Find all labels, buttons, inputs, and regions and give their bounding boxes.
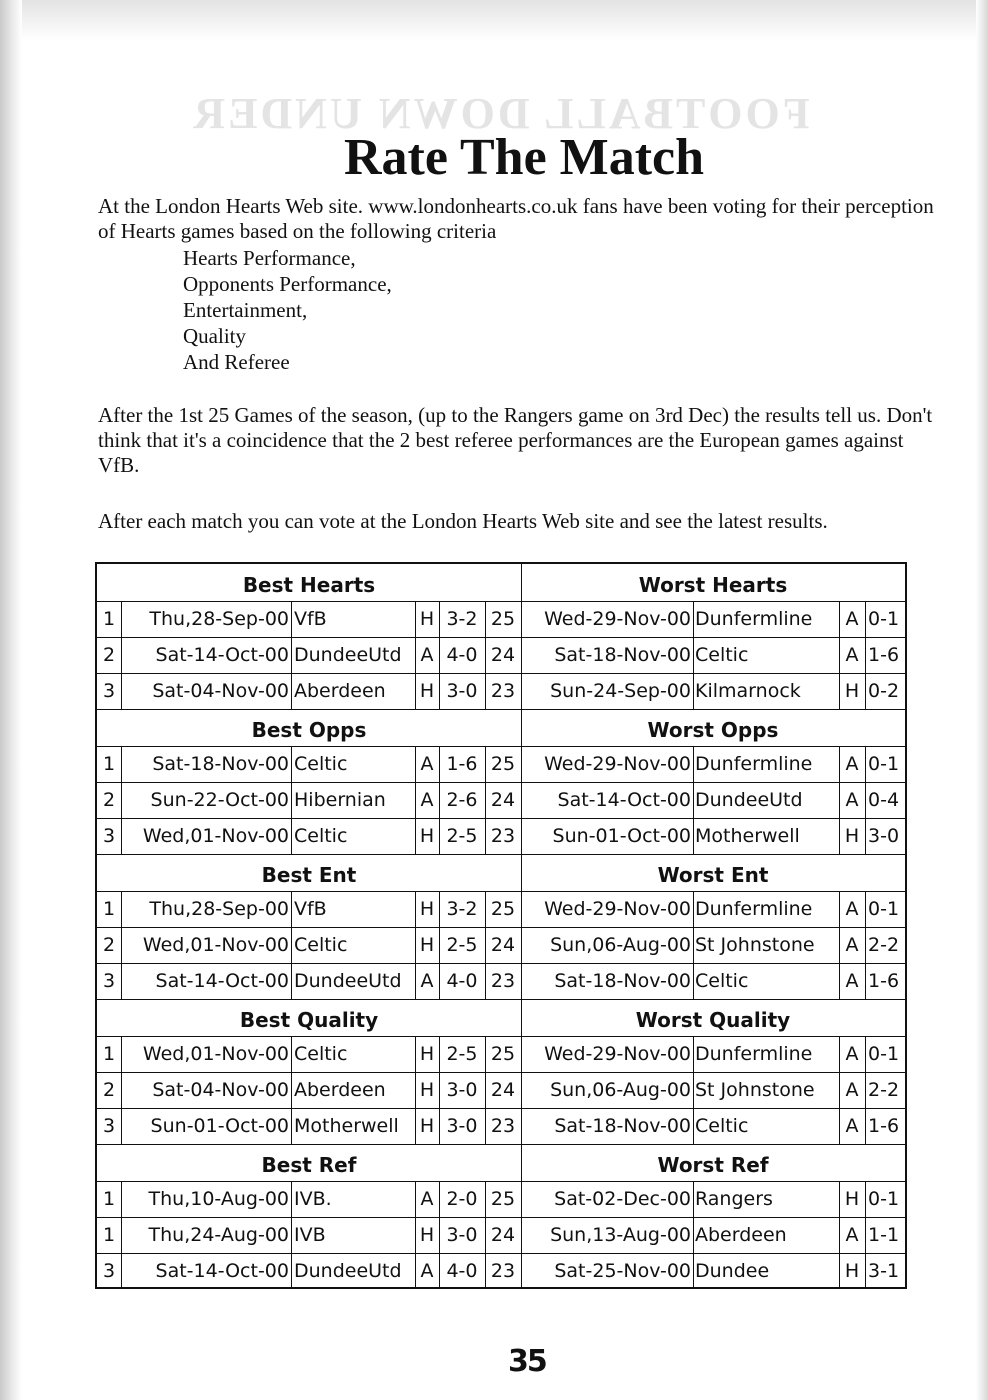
score-cell: 0-1	[868, 753, 900, 775]
column-rule	[865, 746, 866, 854]
opponent-cell: Celtic	[294, 934, 348, 956]
page-number: 35	[508, 1344, 546, 1379]
venue-cell: A	[845, 1224, 859, 1246]
date-cell: Wed,01-Nov-00	[142, 934, 289, 956]
score-cell: 1-6	[446, 753, 478, 775]
score-cell: 3-1	[868, 1260, 900, 1282]
opponent-cell: Motherwell	[695, 825, 800, 847]
date-cell: Wed-29-Nov-00	[544, 608, 691, 630]
opponent-cell: Motherwell	[294, 1115, 399, 1137]
rank-cell: 3	[103, 1115, 116, 1137]
opponent-cell: Aberdeen	[294, 680, 386, 702]
venue-cell: A	[845, 1079, 859, 1101]
results-paragraph: After the 1st 25 Games of the season, (up to the Rangers game on 3rd Dec) the results tell us. Don't think that it's a coincidence that the 2 best referee performances are the European games against VfB.	[98, 403, 933, 477]
date-cell: Sun,13-Aug-00	[550, 1224, 691, 1246]
rank-cell: 1	[103, 1188, 116, 1210]
rank-cell: 1	[103, 1224, 116, 1246]
rank-cell: 1	[103, 608, 116, 630]
venue-cell: A	[420, 644, 434, 666]
score-cell: 3-0	[446, 1224, 478, 1246]
date-cell: Sat-18-Nov-00	[554, 970, 691, 992]
show-through-heading: FOOTBALL DOWN UNDER	[190, 89, 810, 138]
venue-cell: H	[844, 825, 860, 847]
date-cell: Sat-18-Nov-00	[554, 1115, 691, 1137]
venue-cell: A	[845, 1115, 859, 1137]
intro-paragraph: At the London Hearts Web site. www.londonhearts.co.uk fans have been voting for their perception of Hearts games based on the following criteria	[98, 194, 934, 243]
opponent-cell: Celtic	[294, 1043, 348, 1065]
section-rule	[97, 999, 905, 1000]
page-edge	[976, 0, 988, 1400]
score-cell: 3-2	[446, 898, 478, 920]
ratings-table	[95, 562, 907, 1289]
opponent-cell: Hibernian	[294, 789, 386, 811]
venue-cell: H	[419, 898, 435, 920]
date-cell: Sun-01-Oct-00	[552, 825, 691, 847]
date-cell: Sat-14-Oct-00	[155, 644, 289, 666]
score-cell: 4-0	[446, 970, 478, 992]
points-cell: 24	[490, 934, 516, 956]
opponent-cell: Aberdeen	[294, 1079, 386, 1101]
column-rule	[291, 891, 292, 999]
criteria-item: Quality	[183, 324, 246, 348]
score-cell: 3-0	[868, 825, 900, 847]
opponent-cell: St Johnstone	[695, 1079, 815, 1101]
rank-cell: 1	[103, 753, 116, 775]
venue-cell: A	[420, 970, 434, 992]
points-cell: 24	[490, 1224, 516, 1246]
section-rule	[97, 854, 905, 855]
points-cell: 25	[490, 753, 516, 775]
venue-cell: A	[845, 970, 859, 992]
date-cell: Thu,10-Aug-00	[148, 1188, 289, 1210]
opponent-cell: Rangers	[695, 1188, 773, 1210]
venue-cell: A	[845, 608, 859, 630]
opponent-cell: Celtic	[695, 644, 749, 666]
section-rule	[97, 709, 905, 710]
points-cell: 25	[490, 608, 516, 630]
score-cell: 1-6	[868, 1115, 900, 1137]
opponent-cell: IVB.	[294, 1188, 332, 1210]
opponent-cell: Celtic	[695, 970, 749, 992]
opponent-cell: Kilmarnock	[695, 680, 801, 702]
rank-cell: 2	[103, 789, 116, 811]
column-rule	[291, 601, 292, 709]
score-cell: 2-6	[446, 789, 478, 811]
column-rule	[865, 1036, 866, 1144]
venue-cell: A	[420, 753, 434, 775]
worst-section-heading: Worst Hearts	[638, 573, 788, 597]
worst-section-heading: Worst Quality	[635, 1008, 791, 1032]
rank-cell: 3	[103, 825, 116, 847]
column-rule	[865, 601, 866, 709]
points-cell: 23	[490, 825, 516, 847]
venue-cell: H	[419, 825, 435, 847]
score-cell: 3-2	[446, 608, 478, 630]
criteria-item: Entertainment,	[183, 298, 308, 322]
venue-cell: H	[419, 1043, 435, 1065]
date-cell: Sat-04-Nov-00	[152, 1079, 289, 1101]
column-rule	[693, 746, 694, 854]
venue-cell: H	[419, 608, 435, 630]
points-cell: 24	[490, 644, 516, 666]
points-cell: 24	[490, 789, 516, 811]
date-cell: Sun-22-Oct-00	[150, 789, 289, 811]
score-cell: 3-0	[446, 1115, 478, 1137]
date-cell: Thu,28-Sep-00	[149, 608, 289, 630]
venue-cell: A	[845, 1043, 859, 1065]
date-cell: Wed-29-Nov-00	[544, 898, 691, 920]
points-cell: 23	[490, 680, 516, 702]
venue-cell: H	[419, 1115, 435, 1137]
best-section-heading: Best Ref	[261, 1153, 357, 1177]
best-section-heading: Best Hearts	[242, 573, 376, 597]
date-cell: Sun-01-Oct-00	[150, 1115, 289, 1137]
venue-cell: H	[419, 934, 435, 956]
score-cell: 0-1	[868, 608, 900, 630]
column-rule	[291, 1036, 292, 1144]
venue-cell: A	[845, 789, 859, 811]
opponent-cell: Dunfermline	[695, 608, 813, 630]
score-cell: 2-2	[868, 934, 900, 956]
criteria-list	[183, 245, 392, 375]
opponent-cell: Dunfermline	[695, 753, 813, 775]
column-rule	[693, 891, 694, 999]
score-cell: 0-4	[868, 789, 900, 811]
venue-cell: A	[845, 934, 859, 956]
column-rule	[865, 1181, 866, 1289]
rank-cell: 3	[103, 1260, 116, 1282]
date-cell: Sun,06-Aug-00	[550, 934, 691, 956]
opponent-cell: Aberdeen	[695, 1224, 787, 1246]
best-section-heading: Best Opps	[251, 718, 367, 742]
score-cell: 0-1	[868, 898, 900, 920]
opponent-cell: DundeeUtd	[294, 644, 402, 666]
venue-cell: A	[420, 1260, 434, 1282]
venue-cell: H	[844, 680, 860, 702]
points-cell: 23	[490, 1115, 516, 1137]
date-cell: Sun-24-Sep-00	[550, 680, 691, 702]
score-cell: 2-5	[446, 1043, 478, 1065]
opponent-cell: Dunfermline	[695, 1043, 813, 1065]
date-cell: Thu,24-Aug-00	[148, 1224, 289, 1246]
column-rule	[291, 1181, 292, 1289]
date-cell: Sat-14-Oct-00	[155, 1260, 289, 1282]
score-cell: 1-1	[868, 1224, 900, 1246]
venue-cell: A	[420, 789, 434, 811]
column-rule	[865, 891, 866, 999]
score-cell: 2-5	[446, 934, 478, 956]
points-cell: 25	[490, 1188, 516, 1210]
opponent-cell: Celtic	[695, 1115, 749, 1137]
section-rule	[97, 1144, 905, 1145]
date-cell: Wed,01-Nov-00	[142, 1043, 289, 1065]
venue-cell: H	[419, 680, 435, 702]
score-cell: 1-6	[868, 644, 900, 666]
venue-cell: A	[845, 644, 859, 666]
rank-cell: 3	[103, 680, 116, 702]
venue-cell: A	[420, 1188, 434, 1210]
score-cell: 3-0	[446, 680, 478, 702]
venue-cell: H	[844, 1260, 860, 1282]
criteria-item: Opponents Performance,	[183, 272, 392, 296]
opponent-cell: Celtic	[294, 753, 348, 775]
opponent-cell: IVB	[294, 1224, 326, 1246]
rank-cell: 2	[103, 1079, 116, 1101]
binding-shadow	[0, 0, 22, 1400]
column-rule	[693, 601, 694, 709]
column-rule	[693, 1036, 694, 1144]
page-title: Rate The Match	[343, 129, 705, 186]
score-cell: 0-1	[868, 1188, 900, 1210]
best-section-heading: Best Quality	[239, 1008, 379, 1032]
date-cell: Sat-18-Nov-00	[554, 644, 691, 666]
score-cell: 2-2	[868, 1079, 900, 1101]
date-cell: Wed,01-Nov-00	[142, 825, 289, 847]
worst-section-heading: Worst Opps	[647, 718, 779, 742]
worst-section-heading: Worst Ref	[657, 1153, 769, 1177]
date-cell: Sat-18-Nov-00	[152, 753, 289, 775]
rank-cell: 1	[103, 1043, 116, 1065]
date-cell: Sun,06-Aug-00	[550, 1079, 691, 1101]
venue-cell: H	[419, 1224, 435, 1246]
venue-cell: H	[844, 1188, 860, 1210]
opponent-cell: DundeeUtd	[695, 789, 803, 811]
date-cell: Sat-25-Nov-00	[554, 1260, 691, 1282]
date-cell: Thu,28-Sep-00	[149, 898, 289, 920]
date-cell: Wed-29-Nov-00	[544, 1043, 691, 1065]
points-cell: 23	[490, 1260, 516, 1282]
score-cell: 3-0	[446, 1079, 478, 1101]
points-cell: 24	[490, 1079, 516, 1101]
worst-section-heading: Worst Ent	[657, 863, 769, 887]
score-cell: 4-0	[446, 1260, 478, 1282]
page-top-shadow	[0, 0, 988, 40]
opponent-cell: VfB	[294, 898, 327, 920]
points-cell: 23	[490, 970, 516, 992]
date-cell: Sat-04-Nov-00	[152, 680, 289, 702]
best-section-heading: Best Ent	[261, 863, 357, 887]
criteria-item: And Referee	[183, 350, 290, 374]
opponent-cell: DundeeUtd	[294, 970, 402, 992]
score-cell: 1-6	[868, 970, 900, 992]
points-cell: 25	[490, 1043, 516, 1065]
opponent-cell: Dundee	[695, 1260, 770, 1282]
date-cell: Sat-14-Oct-00	[557, 789, 691, 811]
points-cell: 25	[490, 898, 516, 920]
venue-cell: A	[845, 753, 859, 775]
criteria-item: Hearts Performance,	[183, 246, 356, 270]
score-cell: 2-0	[446, 1188, 478, 1210]
opponent-cell: Dunfermline	[695, 898, 813, 920]
venue-cell: A	[845, 898, 859, 920]
voting-paragraph: After each match you can vote at the London Hearts Web site and see the latest results.	[98, 509, 828, 533]
score-cell: 0-2	[868, 680, 900, 702]
venue-cell: H	[419, 1079, 435, 1101]
score-cell: 0-1	[868, 1043, 900, 1065]
opponent-cell: VfB	[294, 608, 327, 630]
opponent-cell: St Johnstone	[695, 934, 815, 956]
date-cell: Sat-14-Oct-00	[155, 970, 289, 992]
rank-cell: 2	[103, 934, 116, 956]
rank-cell: 3	[103, 970, 116, 992]
opponent-cell: Celtic	[294, 825, 348, 847]
column-rule	[693, 1181, 694, 1289]
rank-cell: 1	[103, 898, 116, 920]
score-cell: 2-5	[446, 825, 478, 847]
date-cell: Wed-29-Nov-00	[544, 753, 691, 775]
rank-cell: 2	[103, 644, 116, 666]
score-cell: 4-0	[446, 644, 478, 666]
column-rule	[291, 746, 292, 854]
opponent-cell: DundeeUtd	[294, 1260, 402, 1282]
date-cell: Sat-02-Dec-00	[554, 1188, 691, 1210]
